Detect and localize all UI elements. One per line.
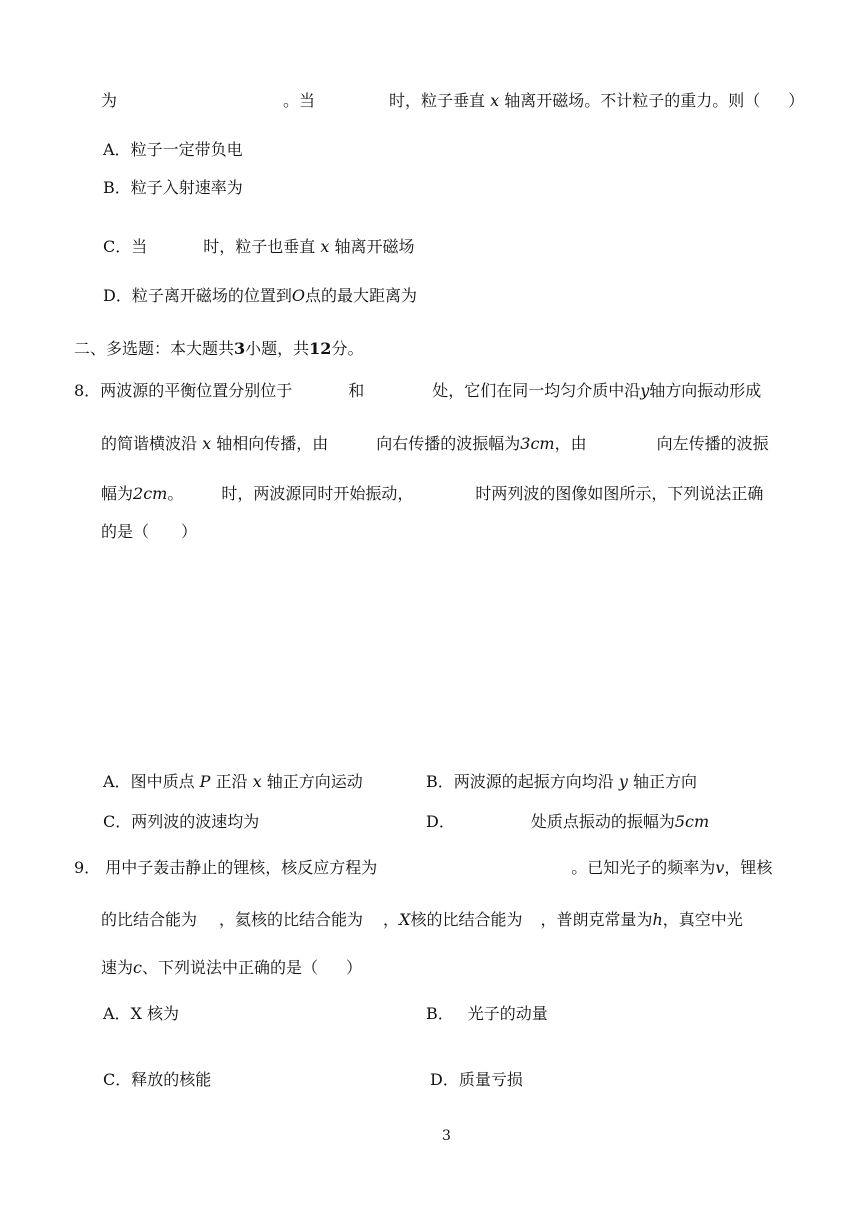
q9-option-b: B． 光子的动量 — [426, 1004, 548, 1023]
question-7-stem-end: 为 。当 时，粒子垂直 x 轴离开磁场。不计粒子的重力。则（ ） — [101, 91, 805, 110]
q7-option-d: D．粒子离开磁场的位置到O点的最大距离为 — [103, 286, 417, 305]
q8-option-b: B．两波源的起振方向均沿 y 轴正方向 — [426, 772, 698, 791]
q8-line-1: 8．两波源的平衡位置分别位于 和 处，它们在同一均匀介质中沿y轴方向振动形成 — [74, 381, 762, 400]
q8-line-3: 幅为2cm。 时，两波源同时开始振动， 时两列波的图像如图所示，下列说法正确 — [101, 484, 764, 503]
q8-line-4: 的是（ ） — [101, 522, 198, 541]
q7-option-c: C．当 时，粒子也垂直 x 轴离开磁场 — [103, 237, 415, 256]
page-number: 3 — [442, 1128, 451, 1144]
q9-line-2: 的比结合能为 ，氦核的比结合能为 ，X核的比结合能为 ，普朗克常量为h，真空中光 — [101, 910, 743, 929]
q9-option-d: D．质量亏损 — [430, 1070, 523, 1089]
q8-option-d: D． 处质点振动的振幅为5cm — [426, 812, 710, 831]
q9-line-1: 9． 用中子轰击静止的锂核，核反应方程为 。已知光子的频率为v，锂核 — [74, 858, 773, 877]
q8-option-c: C．两列波的波速均为 — [103, 812, 260, 831]
q7-option-b: B．粒子入射速率为 — [103, 178, 243, 197]
q8-option-a: A．图中质点 P 正沿 x 轴正方向运动 — [103, 772, 363, 791]
q8-line-2: 的简谐横波沿 x 轴相向传播，由 向右传播的波振幅为3cm，由 向左传播的波振 — [101, 434, 769, 453]
q9-option-a: A．X 核为 — [103, 1004, 180, 1023]
q9-option-c: C．释放的核能 — [103, 1070, 212, 1089]
q9-line-3: 速为c、下列说法中正确的是（ ） — [101, 958, 363, 977]
q7-option-a: A．粒子一定带负电 — [103, 140, 243, 159]
section-heading-multiple-choice: 二、多选题：本大题共3小题，共12分。 — [74, 339, 364, 358]
